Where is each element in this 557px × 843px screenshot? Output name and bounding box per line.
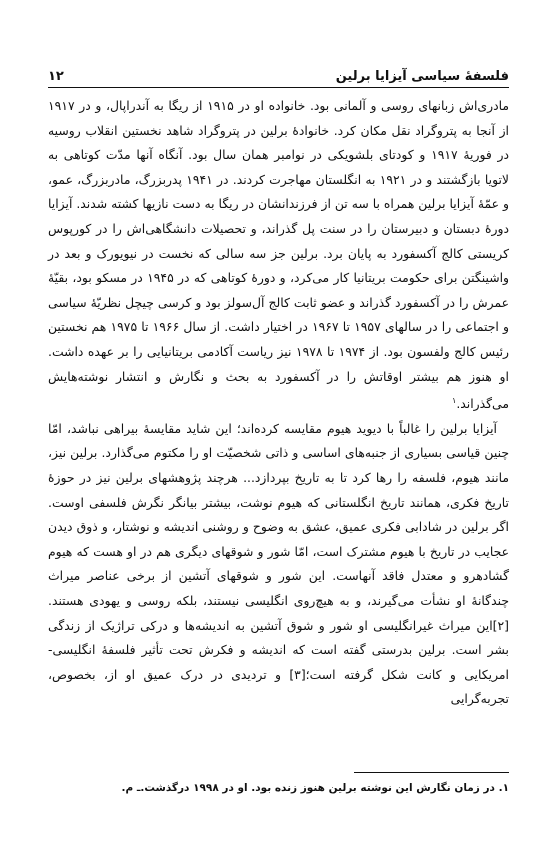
footnote: ۱. در زمان نگارش این نوشته برلین هنوز زنده بود. او در ۱۹۹۸ درگذشت.ـ م. bbox=[121, 782, 509, 794]
paragraph-1 bbox=[48, 94, 509, 417]
paragraph-2: آیزایا برلین را غالباً با دیوید هیوم مقایسه کرده‌اند؛ این شاید مقایسهٔ بیراهی نباشد، امّا چنین قیاسی بسیاری از جنبه‌های اساسی و ذاتی شخصیّت او را مکتوم می‌گذارد. برلین نیز، مانند هیوم، فلسفه را رها کرد تا به تاریخ بپردازد... هرچند پژوهشهای برلین نیز در حوزهٔ تاریخ فکری، همانند تاریخ انگلستانی که هیوم نوشت، بیشتر بیانگر نگرش فلسفی اوست. اگر برلین در شادابی فکری عمیق، عشق به وضوح و روشنی اندیشه و نوشتار، و ذوق دیدن عجایب در تاریخ با هیوم مشترک است، امّا شور و شوقهای دیگری هم در او هست که هیوم گشادهرو و معتدل فاقد آنهاست. این شور و شوقهای آتشین از برخی عناصر میراث چندگانهٔ او نشأت می‌گیرند، و به هیچ‌روی انگلیسی نیستند، بلکه روسی و یهودی هستند.[۲]این میراث غیرانگلیسی او شور و شوق آتشین به اندیشه‌ها و درکی تراژیک از زندگی بشر است. برلین بدرستی گفته است که اندیشه و فکرش تحت تأثیر فلسفهٔ انگلیسی-امریکایی و کانت شکل گرفته است؛[۳] و تردیدی در درک عمیق او از، بخصوص، تجربه‌گرایی bbox=[48, 420, 509, 707]
running-header bbox=[48, 62, 509, 88]
body-text bbox=[48, 94, 509, 712]
footnote-divider bbox=[354, 772, 509, 773]
page-number: ۱۲ bbox=[48, 69, 64, 84]
footnote-reference: ۱ bbox=[452, 396, 457, 406]
paragraph-1-text: مادری‌اش زبانهای روسی و آلمانی بود. خانواده او در ۱۹۱۵ از ریگا به آندراپال، و در ۱۹۱۷ از آنجا به پتروگراد نقل مکان کرد. خانوادهٔ برلین در پتروگراد شاهد نخستین انقلاب روسیه در فوریهٔ ۱۹۱۷ و کودتای بلشویکی در نوامبر همان سال بود. آنگاه آنها مدّت کوتاهی به لاتویا بازگشتند و در ۱۹۲۱ به انگلستان مهاجرت کردند. در ۱۹۴۱ پدربزرگ، مادربزرگ، عمو، و عمّهٔ آیزایا برلین همراه با سه تن از فرزندانشان در ریگا به دست نازیها کشته شدند. آیزایا دورهٔ دبستان و دبیرستان را در سنت پل گذراند، و تحصیلات دانشگاهی‌اش را در کورپوس کریستی کالج آکسفورد به پایان برد. برلین جز سه سالی که نخست در نیویورک و بعد در واشینگتن برای حکومت بریتانیا کار می‌کرد، و دورهٔ کوتاهی که در ۱۹۴۵ در مسکو بود، بقیّهٔ عمرش را در آکسفورد گذراند و عضو ثابت کالج آل‌سولز بود و کرسی چیچل نظریّهٔ سیاسی و اجتماعی را در سالهای ۱۹۵۷ تا ۱۹۶۷ در اختیار داشت. از سال ۱۹۶۶ تا ۱۹۷۵ هم نخستین رئیس کالج ولفسون بود. از ۱۹۷۴ تا ۱۹۷۸ نیز ریاست آکادمی بریتانیایی را بر عهده داشت. او هنوز هم بیشتر اوقاتش را در آکسفورد به بحث و نگارش و انتشار نوشته‌هایش می‌گذراند. bbox=[48, 98, 510, 412]
running-title: فلسفهٔ سیاسی آیزایا برلین bbox=[335, 69, 509, 84]
